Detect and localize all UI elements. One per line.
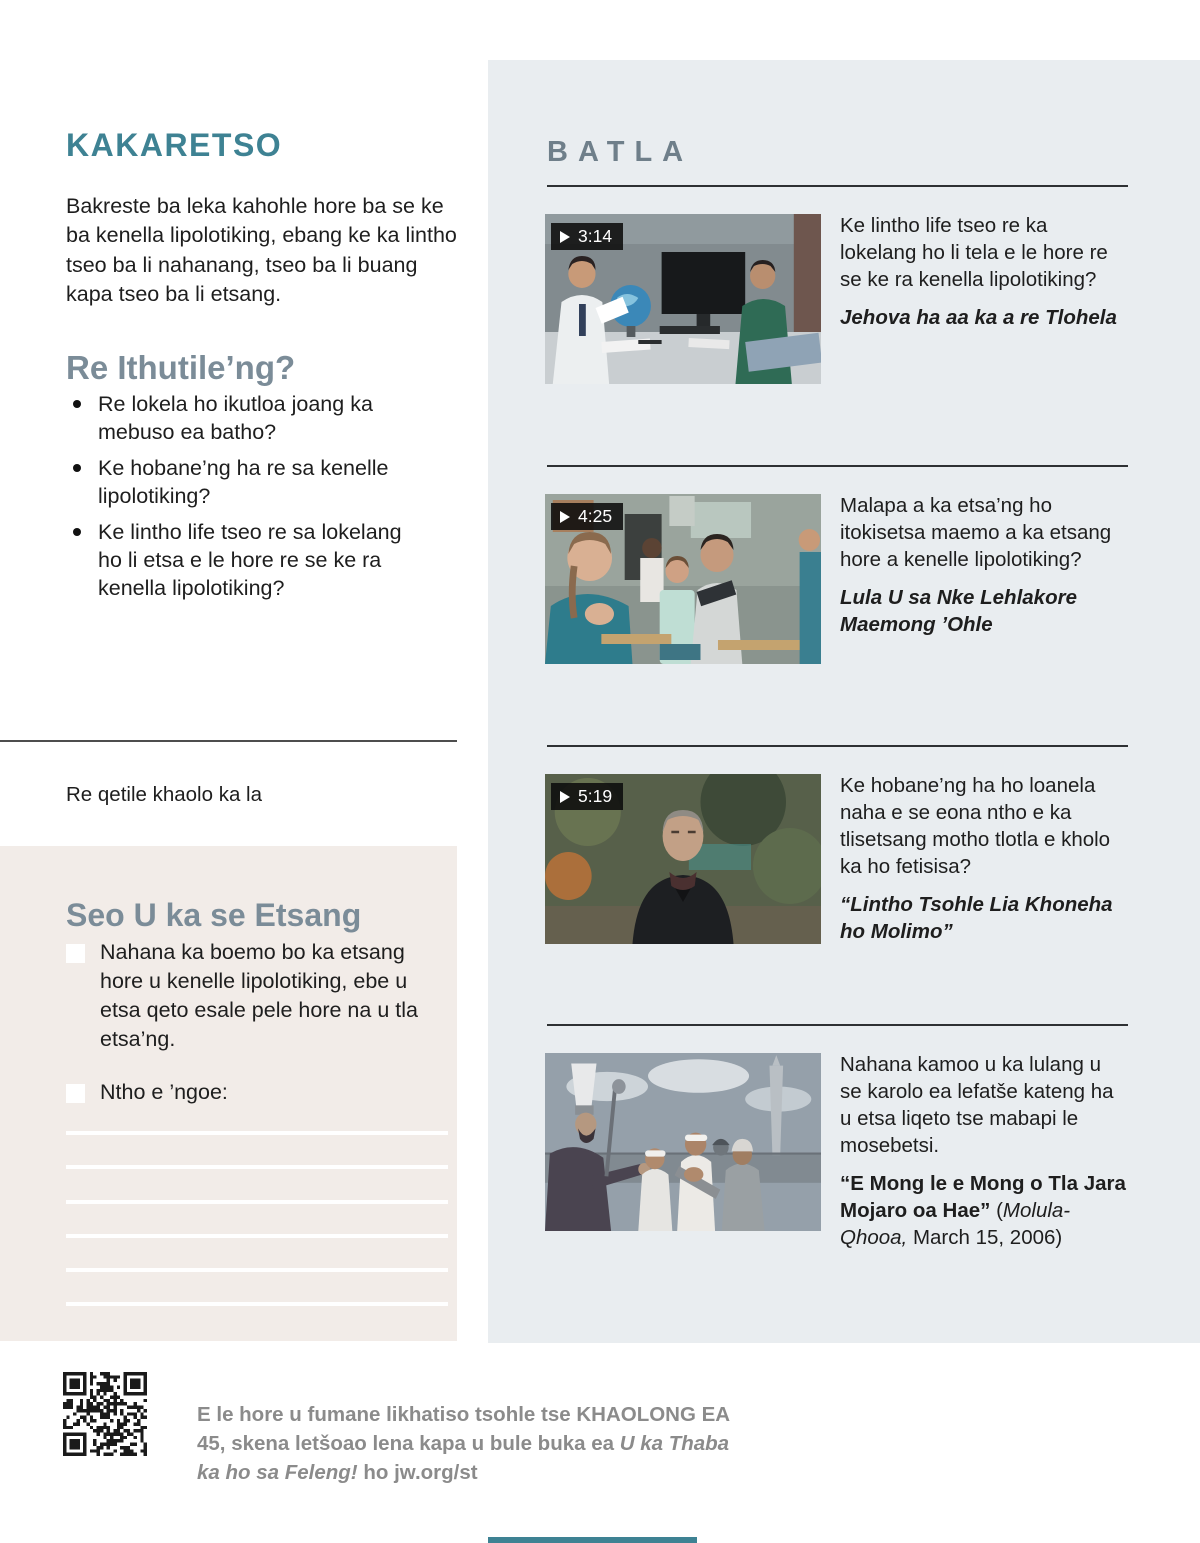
video-question: Ke lintho life tseo re ka lokelang ho li tela e le hore re se ke ra kenella lipolotiking? [840,214,1108,291]
list-item [66,454,426,510]
action-item-text: Nahana ka boemo bo ka etsang hore u kenelle lipolotiking, ebe u etsa qeto esale pele hore na u tla etsa’ng. [100,940,418,1051]
reference-text: ( [990,1199,1003,1222]
reference-publication: Molula-Qhooa, [840,1199,1071,1249]
list-item [66,518,426,602]
play-icon [560,511,570,523]
footer-text-part: E le hore u fumane likhatiso tsohle tse KHAOLONG EA 45, skena letšoao lena kapa u bule buka ea [197,1403,730,1455]
divider [547,1024,1128,1026]
video-item-text [840,492,1128,638]
bullet-icon [73,464,81,472]
watch-heading: BATLA [547,136,694,169]
divider [547,465,1128,467]
video-thumbnail-man-outdoors[interactable] [545,774,821,944]
lessons-heading: Re Ithutile’ng? [66,349,296,387]
list-item [66,390,426,446]
watch-panel [488,60,1200,1343]
lessons-bullet-list [66,390,426,610]
answer-line[interactable] [66,1234,448,1238]
ancient-scene-image [545,1053,821,1231]
article-item-text [840,1051,1128,1251]
divider [0,740,457,742]
bullet-icon [73,400,81,408]
article-title[interactable]: “E Mong le e Mong o Tla Jara Mojaro oa Hae” [840,1172,1126,1222]
action-item-text: Ntho e ’ngoe: [100,1080,228,1104]
answer-line[interactable] [66,1200,448,1204]
overview-heading: KAKARETSO [66,127,283,164]
illustration-ancient-refusal [545,1053,821,1231]
video-duration-badge [551,783,623,810]
video-duration: 5:19 [578,786,613,806]
answer-line[interactable] [66,1268,448,1272]
video-item-text [840,212,1128,331]
chapter-progress-note: Re qetile khaolo ka la [66,782,263,806]
footer-text-part: ho jw.org/st [357,1461,478,1484]
footer-note [197,1400,745,1487]
video-duration: 3:14 [578,226,613,246]
reference-date: March 15, 2006) [907,1226,1063,1249]
divider [547,745,1128,747]
answer-line[interactable] [66,1165,448,1169]
article-reference [840,1170,1128,1251]
video-title[interactable]: Jehova ha aa ka a re Tlohela [840,306,1117,329]
checkbox[interactable] [66,1084,85,1103]
video-duration-badge [551,503,623,530]
bullet-text: Ke lintho life tseo re sa lokelang ho li etsa e le hore re se ke ra kenella lipolotiking? [98,520,402,600]
video-thumbnail-office-conversation[interactable] [545,214,821,384]
checkbox[interactable] [66,944,85,963]
answer-line[interactable] [66,1302,448,1306]
video-title[interactable]: “Lintho Tsohle Lia Khoneha ho Molimo” [840,893,1113,943]
video-item-text [840,772,1128,945]
action-heading: Seo U ka se Etsang [66,896,362,933]
bullet-icon [73,528,81,536]
video-question: Ke hobane’ng ha ho loanela naha e se eona ntho e ka tlisetsang motho tlotla e kholo ka ho fetisisa? [840,774,1111,878]
video-title[interactable]: Lula U sa Nke Lehlakore Maemong ’Ohle [840,586,1077,636]
divider [547,185,1128,187]
article-note: Nahana kamoo u ka lulang u se karolo ea lefatše kateng ha u etsa liqeto tse mabapi le mosebetsi. [840,1053,1114,1157]
video-question: Malapa a ka etsa’ng ho itokisetsa maemo a ka etsang hore a kenelle lipolotiking? [840,494,1112,571]
answer-line[interactable] [66,1131,448,1135]
overview-paragraph: Bakreste ba leka kahohle hore ba se ke ba kenella lipolotiking, ebang ke ka lintho tseo ba li nahanang, tseo ba li buang kapa tseo ba li etsang. [66,193,457,306]
video-duration: 4:25 [578,506,613,526]
play-icon [560,791,570,803]
page-accent-bar [488,1537,697,1543]
action-box [0,846,457,1341]
play-icon [560,231,570,243]
video-duration-badge [551,223,623,250]
footer-book-title: U ka Thaba ka ho sa Feleng! [197,1432,730,1484]
bullet-text: Re lokela ho ikutloa joang ka mebuso ea batho? [98,392,373,444]
bullet-text: Ke hobane’ng ha re sa kenelle lipolotiking? [98,456,389,508]
video-thumbnail-classroom-pledge[interactable] [545,494,821,664]
qr-code [63,1372,147,1456]
